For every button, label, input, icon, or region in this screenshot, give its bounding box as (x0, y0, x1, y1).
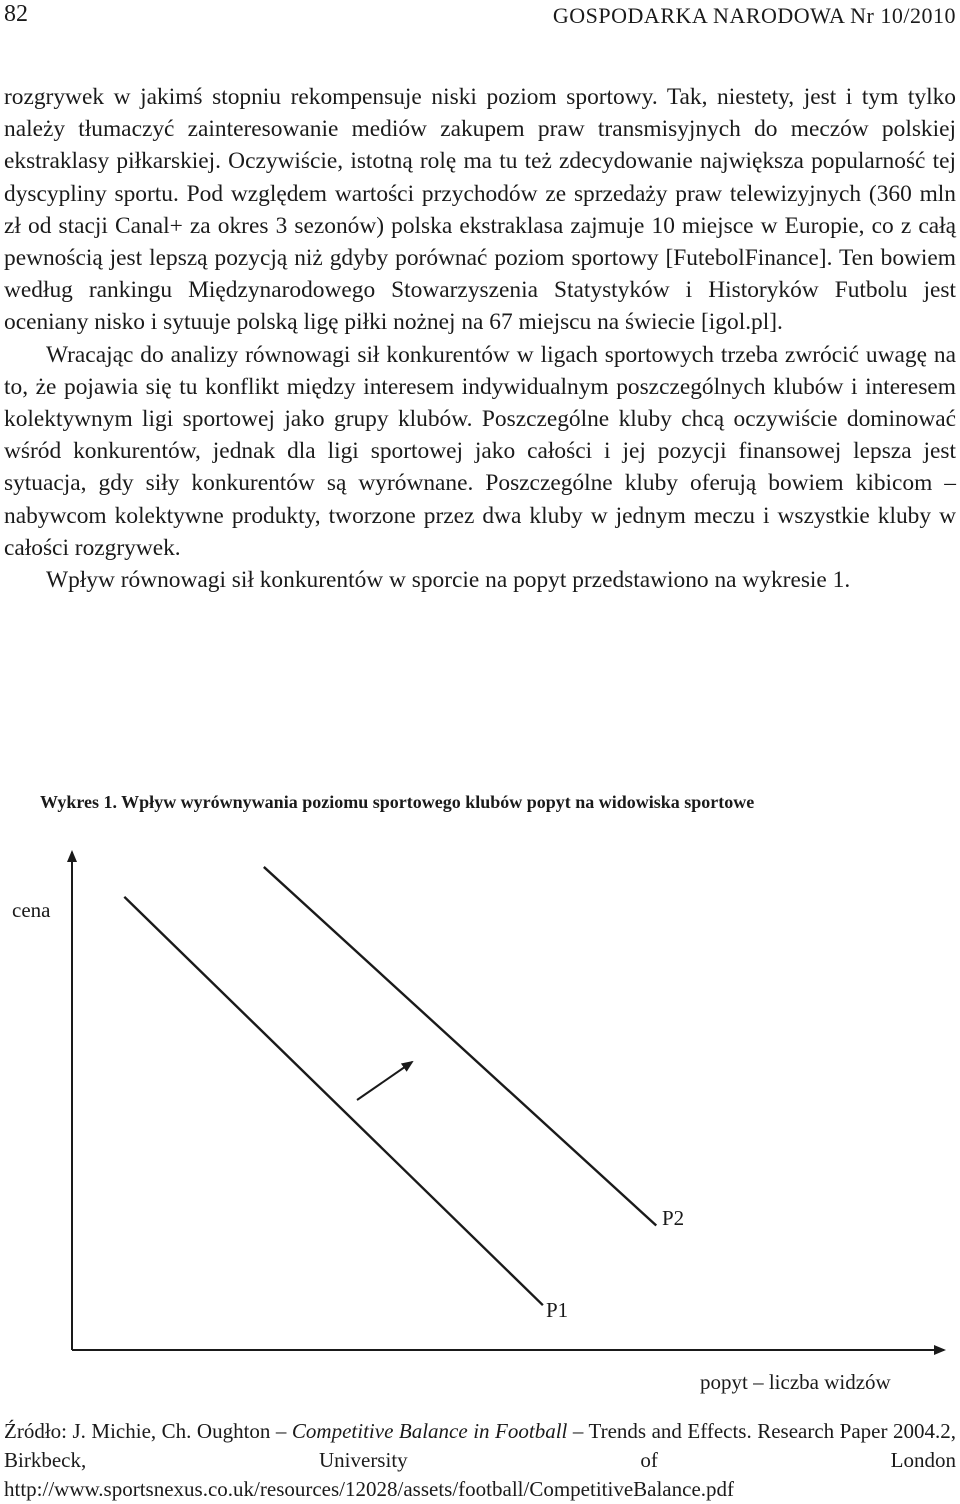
y-axis-label: cena (12, 898, 51, 922)
x-axis-label: popyt – liczba widzów (700, 1370, 891, 1394)
source-suffix: – Trends and Effects. Research Paper 2004.2, Birkbeck, University of London http://www.sportsnexus.co.uk/resources/12028/assets/football/CompetitiveBalance.pdf (4, 1419, 957, 1501)
series-label-p1: P1 (546, 1298, 569, 1322)
chart-canvas (0, 830, 960, 1410)
shift-arrow (357, 1062, 412, 1100)
page-number: 82 (4, 1, 28, 27)
demand-chart (0, 830, 960, 1410)
figure-caption: Wykres 1. Wpływ wyrównywania poziomu sportowego klubów popyt na widowiska sportowe (40, 792, 755, 812)
demand-curve-p1 (124, 897, 543, 1305)
page-header (0, 0, 960, 32)
source-prefix: Źródło: J. Michie, Ch. Oughton – (4, 1419, 292, 1443)
source-title: Competitive Balance in Football (291, 1419, 568, 1443)
series-label-p2: P2 (662, 1206, 685, 1230)
body-paragraph: rozgrywek w jakimś stopniu rekompensuje niski poziom sportowy. Tak, niestety, jest i tym tylko należy tłumaczyć zainteresowanie mediów zakupem praw transmisyjnych do meczów polskiej ekstraklasy piłkarskiej. Oczywiście, istotną rolę ma tu też zdecydowanie największa popularność tej dyscypliny sportu. Pod względem wartości przychodów ze sprzedaży praw telewizyjnych (360 mln zł od stacji Canal+ za okres 3 sezonów) polska ekstraklasa zajmuje 10 miejsce w Europie, co z całą pewnością jest lepszą pozycją niż gdyby porównać poziom sportowy [FutebolFinance]. Ten bowiem według rankingu Międzynarodowego Stowarzyszenia Statystyków i Historyków Futbolu jest oceniany nisko i sytuuje polską ligę piłki nożnej na 67 miejscu na świecie [igol.pl]. (4, 84, 956, 336)
article-body (4, 81, 956, 596)
body-paragraph: Wracając do analizy równowagi sił konkurentów w ligach sportowych trzeba zwrócić uwagę na to, że pojawia się tu konflikt między interesem indywidualnym poszczególnych klubów i interesem kolektywnym ligi sportowej jako grupy klubów. Poszczególne kluby chcą oczywiście dominować wśród konkurentów, jednak dla ligi sportowej jako całości i jej pozycji finansowej lepsza jest sytuacja, gdy siły konkurentów są wyrównane. Poszczególne kluby oferują bowiem kibicom – nabywcom kolektywne produkty, tworzone przez dwa kluby w jednym meczu i wszystkie kluby w całości rozgrywek. (4, 341, 956, 561)
series-layer (124, 867, 656, 1305)
body-paragraph: Wpływ równowagi sił konkurentów w sporcie na popyt przedstawiono na wykresie 1. (46, 567, 851, 594)
journal-running-head: GOSPODARKA NARODOWA Nr 10/2010 (552, 3, 956, 28)
demand-curve-p2 (264, 867, 656, 1226)
figure-source (4, 1417, 956, 1504)
